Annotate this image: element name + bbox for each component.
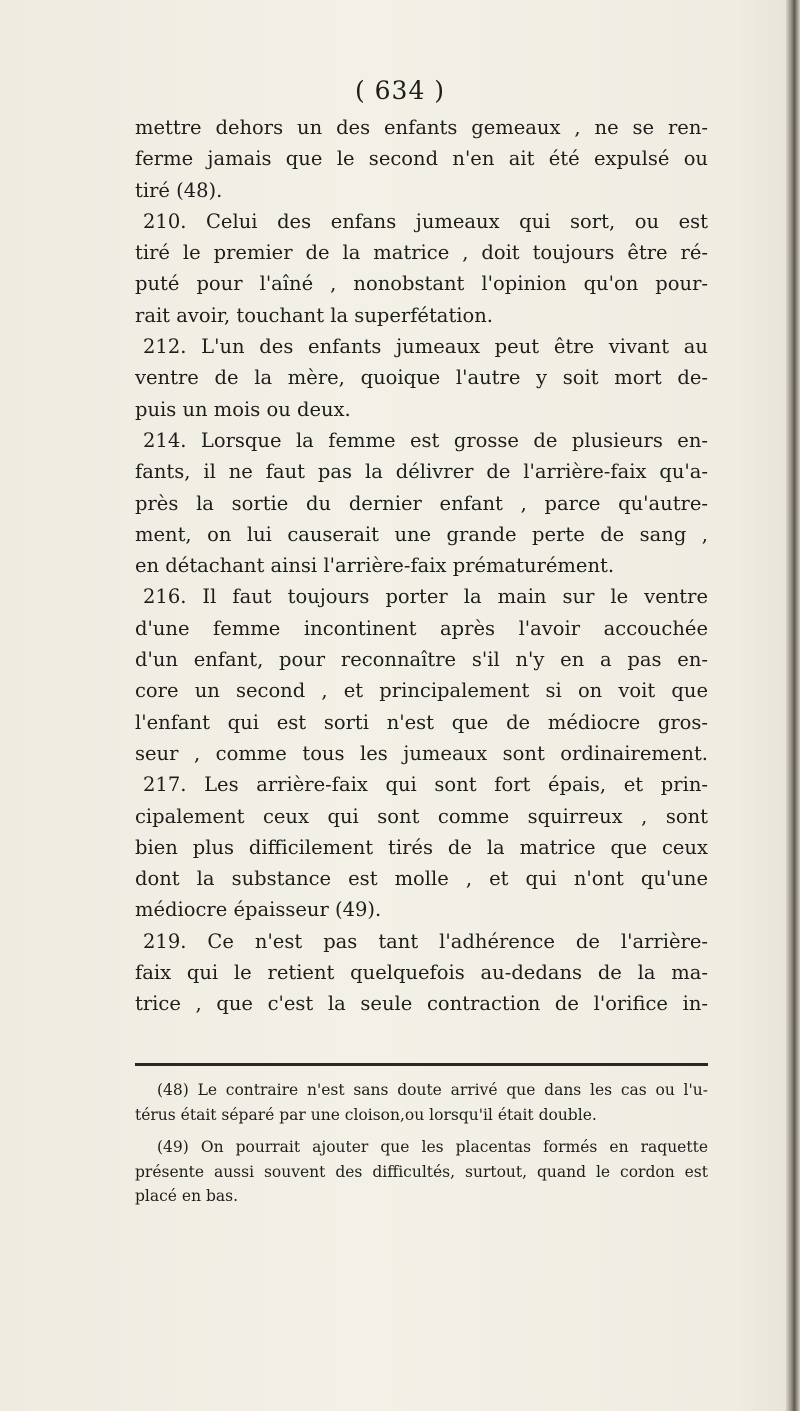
body-line: tiré le premier de la matrice , doit toujours être ré- (135, 241, 708, 265)
page-edge (786, 0, 800, 1411)
footnote-divider (135, 1063, 708, 1066)
body-line: bien plus difficilement tirés de la matrice que ceux (135, 835, 708, 859)
body-line: l'enfant qui est sorti n'est que de médiocre gros- (135, 710, 708, 734)
body-line: d'un enfant, pour reconnaître s'il n'y en a pas en- (135, 648, 708, 672)
body-line: rait avoir, touchant la superfétation. (135, 303, 494, 327)
paragraph-217: 217. Les arrière-faix qui sont fort épais, et prin- (143, 773, 708, 797)
body-line: ment, on lui causerait une grande perte de sang , (135, 522, 708, 546)
paragraph-214: 214. Lorsque la femme est grosse de plusieurs en- (143, 428, 708, 452)
body-line: mettre dehors un des enfants gemeaux , ne se ren- (135, 116, 708, 139)
body-line: core un second , et principalement si on voit que (135, 679, 708, 703)
footnote-line: présente aussi souvent des difficultés, surtout, quand le cordon est (135, 1162, 708, 1181)
body-line: seur , comme tous les jumeaux sont ordinairement. (135, 741, 708, 765)
paragraph-216: 216. Il faut toujours porter la main sur le ventre (143, 585, 708, 609)
paragraph-219: 219. Ce n'est pas tant l'adhérence de l'arrière- (143, 929, 708, 953)
body-text (135, 112, 708, 1020)
body-line: tiré (48). (135, 178, 223, 202)
footnotes (135, 1078, 708, 1209)
body-line: puté pour l'aîné , nonobstant l'opinion qu'on pour- (135, 272, 708, 296)
body-line: trice , que c'est la seule contraction de l'orifice in- (135, 992, 708, 1016)
footnote-line: placé en bas. (135, 1187, 239, 1205)
body-line: fants, il ne faut pas la délivrer de l'arrière-faix qu'a- (135, 460, 708, 484)
footnote-line: térus était séparé par une cloison,ou lorsqu'il était double. (135, 1105, 597, 1124)
paragraph-210: 210. Celui des enfans jumeaux qui sort, ou est (143, 209, 708, 233)
body-line: en détachant ainsi l'arrière-faix prématurément. (135, 554, 615, 578)
body-line: ventre de la mère, quoique l'autre y soit mort de- (135, 366, 708, 390)
page-number: ( 634 ) (354, 76, 446, 105)
footnote-49: (49) On pourrait ajouter que les placentas formés en raquette (157, 1138, 708, 1156)
body-line: ferme jamais que le second n'en ait été expulsé ou (135, 147, 708, 171)
body-line: faix qui le retient quelquefois au-dedans de la ma- (135, 961, 708, 985)
body-line: médiocre épaisseur (49). (135, 898, 382, 922)
body-line: dont la substance est molle , et qui n'ont qu'une (135, 867, 708, 891)
paragraph-212: 212. L'un des enfants jumeaux peut être vivant au (143, 335, 708, 359)
footnote-48: (48) Le contraire n'est sans doute arrivé que dans les cas ou l'u- (157, 1081, 708, 1099)
body-line: d'une femme incontinent après l'avoir accouchée (135, 616, 708, 640)
body-line: cipalement ceux qui sont comme squirreux , sont (135, 804, 708, 828)
body-line: puis un mois ou deux. (135, 397, 351, 421)
body-line: près la sortie du dernier enfant , parce qu'autre- (135, 491, 708, 515)
